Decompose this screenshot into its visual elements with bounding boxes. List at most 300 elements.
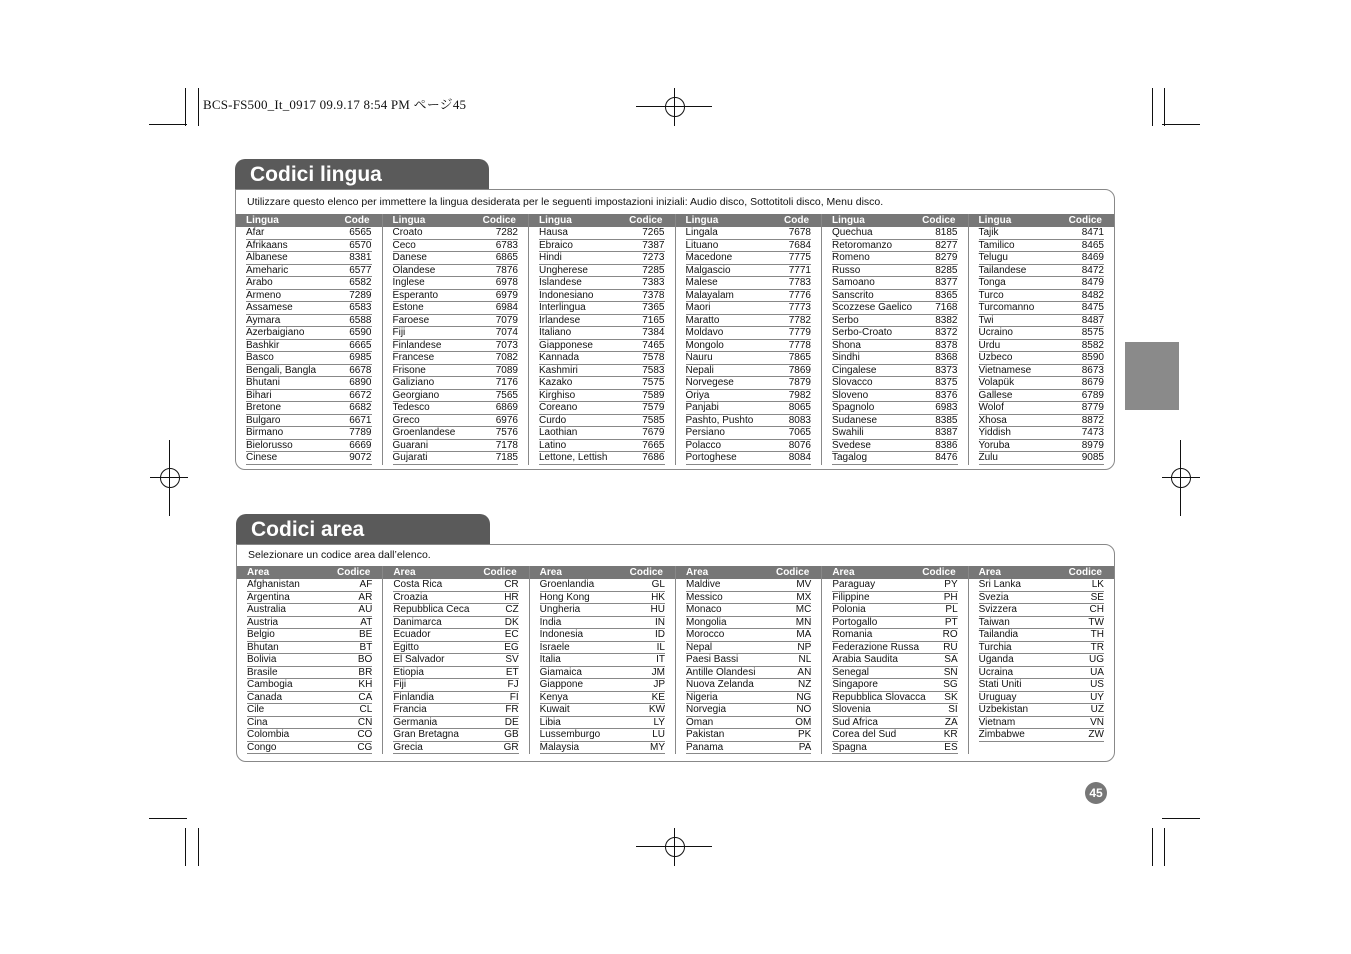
area-code: BT	[359, 641, 373, 653]
table-row	[393, 667, 518, 680]
area-code-table	[237, 566, 1114, 754]
table-row	[393, 315, 519, 328]
lang-name: Malgascio	[685, 264, 731, 276]
area-code: KH	[358, 679, 373, 690]
table-row	[393, 302, 519, 315]
lang-name: Turco	[978, 289, 1004, 301]
lang-name: Estone	[392, 302, 424, 313]
area-header-code: Codice	[336, 567, 371, 578]
area-name: Afghanistan	[247, 579, 300, 590]
lang-code: 7289	[349, 289, 372, 301]
lang-code: 8479	[1081, 277, 1104, 288]
lang-code: 7282	[495, 227, 518, 238]
table-row	[686, 377, 812, 390]
area-name: Panama	[685, 741, 724, 753]
area-code: SE	[1090, 591, 1104, 603]
lang-name: Nauru	[685, 352, 713, 363]
lang-code: 6890	[349, 377, 372, 388]
lang-code: 6582	[349, 277, 372, 288]
table-row	[832, 579, 957, 592]
table-row	[979, 352, 1105, 365]
lang-code: 6985	[349, 352, 372, 363]
lang-code: 7865	[788, 352, 811, 363]
table-row	[247, 692, 372, 705]
lang-name: Tedesco	[392, 402, 430, 413]
table-row	[540, 692, 665, 705]
table-row	[686, 290, 812, 303]
lang-name: Gallese	[978, 389, 1013, 401]
lang-code: 8185	[935, 227, 958, 238]
lang-name: Greco	[392, 414, 420, 426]
table-row	[686, 440, 812, 453]
table-row	[246, 265, 372, 278]
area-name: Romania	[832, 629, 873, 640]
lang-code: 8279	[935, 252, 958, 263]
lang-code: 6583	[349, 302, 372, 313]
lang-column	[675, 214, 822, 465]
lang-code: 8277	[935, 239, 958, 251]
area-name: Federazione Russa	[832, 641, 920, 653]
area-code: KE	[651, 691, 665, 703]
lang-code: 7585	[642, 414, 665, 426]
lang-name: Serbo	[832, 314, 859, 326]
lang-name: Volapük	[978, 377, 1015, 388]
area-code: SK	[944, 691, 958, 703]
area-name: Gran Bretagna	[393, 729, 459, 740]
lang-name: Afrikaans	[246, 239, 288, 251]
table-row	[393, 427, 519, 440]
lang-code: 7771	[788, 264, 811, 276]
table-row	[686, 692, 811, 705]
lang-code: 8372	[935, 327, 958, 338]
lang-name: Uzbeco	[978, 352, 1013, 363]
table-row	[832, 252, 958, 265]
area-code: SG	[943, 679, 958, 690]
table-row	[247, 717, 372, 730]
lang-code: 7869	[788, 364, 811, 376]
area-code: ID	[654, 629, 665, 640]
table-row	[979, 240, 1105, 253]
lang-code: 7579	[642, 402, 665, 413]
table-row	[979, 579, 1104, 592]
table-row	[393, 240, 519, 253]
table-row	[393, 704, 518, 717]
lang-name: Romeno	[832, 252, 870, 263]
area-header-name: Area	[978, 567, 1001, 578]
lang-name: Esperanto	[392, 289, 439, 301]
area-name: Paraguay	[832, 579, 876, 590]
lang-name: Lettone, Lettish	[539, 452, 608, 463]
lang-name: Kannada	[539, 352, 580, 363]
area-code: IN	[654, 616, 665, 628]
table-row	[832, 452, 958, 465]
area-code: PT	[944, 616, 958, 628]
lang-code: 6789	[1081, 389, 1104, 401]
area-code: CL	[359, 704, 373, 715]
lang-code: 8376	[935, 389, 958, 401]
lang-name: Coreano	[539, 402, 578, 413]
area-code: NP	[797, 641, 812, 653]
table-row	[686, 579, 811, 592]
table-row	[832, 617, 957, 630]
lang-name: Tamilico	[978, 239, 1015, 251]
area-code: UZ	[1090, 704, 1104, 715]
table-row	[393, 592, 518, 605]
area-name: Maldive	[685, 579, 721, 590]
lang-name: Giapponese	[539, 339, 593, 351]
table-row	[686, 240, 812, 253]
lang-code: 9072	[349, 452, 372, 463]
area-code: PK	[797, 729, 812, 740]
table-row	[246, 402, 372, 415]
table-row	[979, 365, 1105, 378]
lang-code: 8382	[935, 314, 958, 326]
table-row	[539, 340, 665, 353]
lang-header-name: Lingua	[539, 215, 572, 226]
lang-name: Moldavo	[685, 327, 724, 338]
lang-name: Armeno	[246, 289, 282, 301]
area-code: CZ	[505, 604, 519, 615]
lang-name: Pashto, Pushto	[685, 414, 754, 426]
lang-column-header	[676, 214, 822, 227]
lang-code: 7879	[788, 377, 811, 388]
lang-code: 7168	[935, 302, 958, 313]
lang-code: 7273	[642, 252, 665, 263]
area-name: Paesi Bassi	[685, 654, 739, 665]
table-row	[539, 265, 665, 278]
lang-header-code: Code	[784, 215, 809, 226]
table-row	[686, 415, 812, 428]
table-row	[832, 290, 958, 303]
area-code: HK	[651, 591, 665, 603]
lang-header-name: Lingua	[392, 215, 426, 226]
table-row	[246, 340, 372, 353]
lang-column	[236, 214, 382, 465]
area-code: CG	[357, 741, 373, 753]
table-row	[979, 290, 1105, 303]
table-row	[832, 265, 958, 278]
area-code: DK	[504, 616, 519, 628]
lang-column-header	[969, 214, 1115, 227]
area-name: Etiopia	[393, 666, 424, 678]
area-name: Bolivia	[247, 654, 277, 665]
table-row	[393, 265, 519, 278]
lang-name: Birmano	[246, 427, 284, 438]
table-row	[686, 340, 812, 353]
lang-code: 8475	[1081, 302, 1104, 313]
area-code: CH	[1089, 604, 1104, 615]
table-row	[247, 629, 372, 642]
area-code: GB	[504, 729, 519, 740]
area-column-header	[676, 566, 821, 579]
lang-name: Vietnamese	[978, 364, 1032, 376]
table-row	[247, 729, 372, 742]
area-column-header	[822, 566, 967, 579]
table-row	[979, 327, 1105, 340]
area-name: Brasile	[247, 666, 278, 678]
lang-code: 7982	[788, 389, 811, 401]
table-row	[539, 302, 665, 315]
table-row	[393, 617, 518, 630]
area-name: Monaco	[685, 604, 722, 615]
lang-code: 8872	[1081, 414, 1104, 426]
area-code: RU	[943, 641, 958, 653]
table-row	[979, 729, 1104, 742]
table-row	[247, 667, 372, 680]
area-name: Portogallo	[832, 616, 878, 628]
lang-code: 7776	[788, 289, 811, 301]
area-code: AF	[359, 579, 373, 590]
table-row	[979, 440, 1105, 453]
table-row	[979, 717, 1104, 730]
lang-code: 7384	[642, 327, 665, 338]
lang-code: 7383	[642, 277, 665, 288]
area-name: Sud Africa	[832, 716, 878, 728]
lang-name: Swahili	[832, 427, 864, 438]
lang-column	[382, 214, 529, 465]
area-header-code: Codice	[922, 567, 956, 578]
table-row	[246, 415, 372, 428]
lang-code: 8065	[788, 402, 811, 413]
lang-name: Bielorusso	[246, 439, 293, 451]
area-header-code: Codice	[1068, 567, 1102, 578]
table-row	[393, 629, 518, 642]
table-row	[832, 240, 958, 253]
area-code: MA	[796, 629, 812, 640]
lang-name: Persiano	[685, 427, 725, 438]
lang-code: 8076	[788, 439, 811, 451]
table-row	[393, 717, 518, 730]
table-row	[832, 415, 958, 428]
area-header-name: Area	[393, 567, 416, 578]
lang-code: 7185	[495, 452, 518, 463]
area-code: EG	[504, 641, 519, 653]
area-code: BO	[357, 654, 373, 665]
table-row	[539, 327, 665, 340]
area-code: ZW	[1088, 729, 1104, 740]
lang-code: 7565	[495, 389, 518, 401]
table-row	[540, 717, 665, 730]
table-row	[540, 592, 665, 605]
lang-name: Norvegese	[685, 377, 734, 388]
table-row	[979, 390, 1105, 403]
table-row	[979, 427, 1105, 440]
table-row	[246, 440, 372, 453]
lang-code: 7378	[642, 289, 665, 301]
area-name: Senegal	[832, 666, 870, 678]
area-code: LK	[1091, 579, 1104, 590]
lang-name: Samoano	[832, 277, 875, 288]
area-code: BE	[358, 629, 373, 640]
lang-name: Bulgaro	[246, 414, 281, 426]
area-section-box	[236, 544, 1115, 762]
lang-name: Serbo-Croato	[832, 327, 893, 338]
area-code: GR	[503, 741, 519, 753]
lang-header-code: Code	[344, 215, 370, 226]
lang-code: 7165	[642, 314, 665, 326]
table-row	[832, 440, 958, 453]
table-row	[540, 729, 665, 742]
area-code: JM	[651, 666, 665, 678]
area-code: RO	[942, 629, 958, 640]
lang-code: 8979	[1081, 439, 1104, 451]
lang-code: 7578	[642, 352, 665, 363]
area-code: AR	[358, 591, 373, 603]
table-row	[393, 415, 519, 428]
table-row	[832, 642, 957, 655]
table-row	[832, 227, 958, 240]
lang-name: Frisone	[392, 364, 426, 376]
lang-name: Croato	[392, 227, 423, 238]
table-row	[393, 402, 519, 415]
lang-name: Maratto	[685, 314, 720, 326]
table-row	[539, 227, 665, 240]
table-row	[247, 592, 372, 605]
table-row	[540, 579, 665, 592]
lang-code: 7089	[495, 364, 518, 376]
area-code: JP	[653, 679, 665, 690]
area-name: Repubblica Ceca	[393, 604, 470, 615]
lang-code: 7665	[642, 439, 665, 451]
lang-name: Yoruba	[978, 439, 1010, 451]
lang-code: 8285	[935, 264, 958, 276]
lang-code: 8469	[1081, 252, 1104, 263]
lang-name: Ungherese	[539, 264, 588, 276]
lang-name: Galiziano	[392, 377, 435, 388]
table-row	[393, 290, 519, 303]
table-row	[979, 452, 1105, 465]
area-name: Antille Olandesi	[685, 666, 756, 678]
lang-header-name: Lingua	[685, 215, 719, 226]
table-row	[246, 252, 372, 265]
area-name: Nepal	[685, 641, 713, 653]
table-row	[540, 604, 665, 617]
area-name: Italia	[539, 654, 561, 665]
area-code: AU	[358, 604, 373, 615]
lang-code: 8465	[1081, 239, 1104, 251]
lang-code: 7073	[495, 339, 518, 351]
area-code: ES	[944, 741, 958, 753]
table-row	[686, 277, 812, 290]
area-column	[968, 566, 1114, 754]
area-name: Pakistan	[685, 729, 725, 740]
area-name: India	[539, 616, 562, 628]
area-code: ET	[505, 666, 519, 678]
lang-name: Zulu	[978, 452, 998, 463]
area-column	[821, 566, 967, 754]
area-code: IL	[656, 641, 665, 653]
table-row	[393, 377, 519, 390]
table-row	[247, 604, 372, 617]
lang-code: 7775	[788, 252, 811, 263]
area-name: Francia	[393, 704, 427, 715]
table-row	[686, 390, 812, 403]
lang-name: Russo	[832, 264, 861, 276]
table-row	[246, 240, 372, 253]
lang-code: 8582	[1081, 339, 1104, 351]
lang-name: Bhutani	[246, 377, 280, 388]
table-row	[686, 742, 811, 755]
area-name: Australia	[247, 604, 286, 615]
lang-column-header	[236, 214, 382, 227]
lang-name: Urdu	[978, 339, 1001, 351]
table-row	[832, 704, 957, 717]
lang-name: Lingala	[685, 227, 718, 238]
area-name: Ecuador	[393, 629, 431, 640]
table-row	[539, 390, 665, 403]
table-row	[246, 427, 372, 440]
lang-code: 7778	[788, 339, 811, 351]
table-row	[832, 340, 958, 353]
area-name: Cambogia	[247, 679, 293, 690]
lang-code: 7679	[642, 427, 665, 438]
lang-code: 7779	[788, 327, 811, 338]
table-row	[979, 654, 1104, 667]
lang-code: 7684	[788, 239, 811, 251]
lang-name: Quechua	[832, 227, 873, 238]
area-code: PA	[798, 741, 812, 753]
area-code: SN	[943, 666, 958, 678]
lang-name: Shona	[832, 339, 861, 351]
area-code: LU	[652, 729, 665, 740]
area-code: CN	[357, 716, 373, 728]
lang-code: 7678	[788, 227, 811, 238]
table-row	[393, 340, 519, 353]
table-row	[832, 390, 958, 403]
table-row	[832, 654, 957, 667]
table-row	[539, 427, 665, 440]
area-name: Arabia Saudita	[832, 654, 898, 665]
lang-code: 6671	[349, 414, 372, 426]
table-row	[832, 679, 957, 692]
lang-name: Islandese	[539, 277, 582, 288]
lang-code: 7082	[495, 352, 518, 363]
area-header-code: Codice	[775, 567, 810, 578]
table-row	[393, 654, 518, 667]
area-code: OM	[795, 716, 812, 728]
area-name: Oman	[685, 716, 714, 728]
lang-code: 8487	[1081, 314, 1104, 326]
lang-name: Fiji	[392, 327, 406, 338]
page-number: 45	[1085, 782, 1107, 804]
table-row	[979, 667, 1104, 680]
lang-name: Faroese	[392, 314, 430, 326]
lang-column-header	[529, 214, 675, 227]
table-row	[540, 667, 665, 680]
table-row	[832, 277, 958, 290]
area-header-name: Area	[832, 567, 855, 578]
area-name: Messico	[685, 591, 723, 603]
table-row	[393, 679, 518, 692]
table-row	[540, 629, 665, 642]
table-row	[393, 252, 519, 265]
lang-code: 6565	[349, 227, 372, 238]
lang-name: Kashmiri	[539, 364, 578, 376]
area-code: CR	[504, 579, 519, 590]
table-row	[246, 365, 372, 378]
lang-code: 8083	[788, 414, 811, 426]
area-code: FI	[509, 691, 519, 703]
table-row	[247, 579, 372, 592]
area-code: IT	[656, 654, 665, 665]
table-row	[979, 315, 1105, 328]
table-row	[832, 315, 958, 328]
lang-name: Finlandese	[392, 339, 442, 351]
table-row	[247, 617, 372, 630]
table-row	[686, 604, 811, 617]
lang-code: 8476	[935, 452, 958, 463]
lang-name: Cingalese	[832, 364, 877, 376]
